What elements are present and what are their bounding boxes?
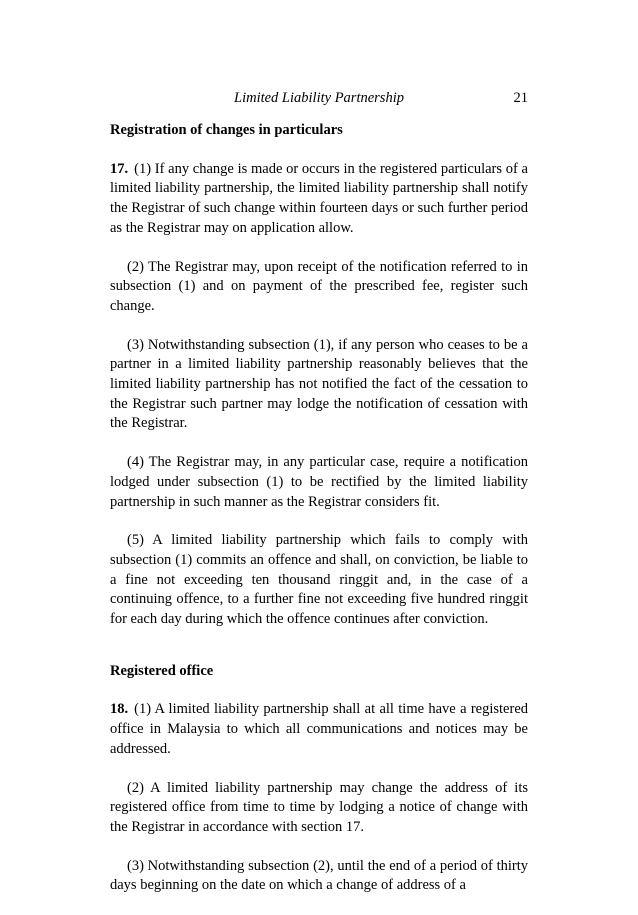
section-heading: Registered office xyxy=(110,662,214,679)
section-paragraph: (2) A limited liability partnership may change the address of its registered office from time to time by lodging a notice of change with the Registrar in accordance with section 17. xyxy=(110,779,528,835)
section-paragraph xyxy=(110,700,528,759)
section-number: 17. xyxy=(110,160,129,177)
section-paragraph: (3) Notwithstanding subsection (1), if any person who ceases to be a partner in a limited liability partnership reasonably believes that the limited liability partnership has not notified the fact of the cessation to the Registrar such partner may lodge the notification of cessation with the Registrar. xyxy=(110,336,528,432)
section-paragraph: (3) Notwithstanding subsection (2), until the end of a period of thirty days beginning on the date on which a change of address of a xyxy=(110,857,528,894)
section-gap xyxy=(110,649,528,662)
running-header xyxy=(110,90,528,110)
section-paragraph xyxy=(110,160,528,239)
section-heading: Registration of changes in particulars xyxy=(110,122,343,138)
page-number: 21 xyxy=(513,90,528,106)
section-paragraph: (2) The Registrar may, upon receipt of the notification referred to in subsection (1) and on payment of the prescribed fee, register such change. xyxy=(110,258,528,314)
paragraph-text: (1) A limited liability partnership shall at all time have a registered office in Malaysia to which all communications and notices may be addressed. xyxy=(110,701,528,757)
running-title: Limited Liability Partnership xyxy=(234,90,404,106)
section-number: 18. xyxy=(110,701,129,718)
section-paragraph: (4) The Registrar may, in any particular case, require a notification lodged under subsection (1) to be rectified by the limited liability partnership in such manner as the Registrar considers fit. xyxy=(110,454,528,510)
body-text xyxy=(110,121,528,915)
section-paragraph: (5) A limited liability partnership which fails to comply with subsection (1) commits an offence and shall, on conviction, be liable to a fine not exceeding ten thousand ringgit and, in the case of a continuing offence, to a further fine not exceeding five hundred ringgit for each day during which the offence continues after conviction. xyxy=(110,532,528,628)
paragraph-text: (1) If any change is made or occurs in the registered particulars of a limited liability partnership, the limited liability partnership shall notify the Registrar of such change within fourteen days or such further period as the Registrar may on application allow. xyxy=(110,160,528,236)
